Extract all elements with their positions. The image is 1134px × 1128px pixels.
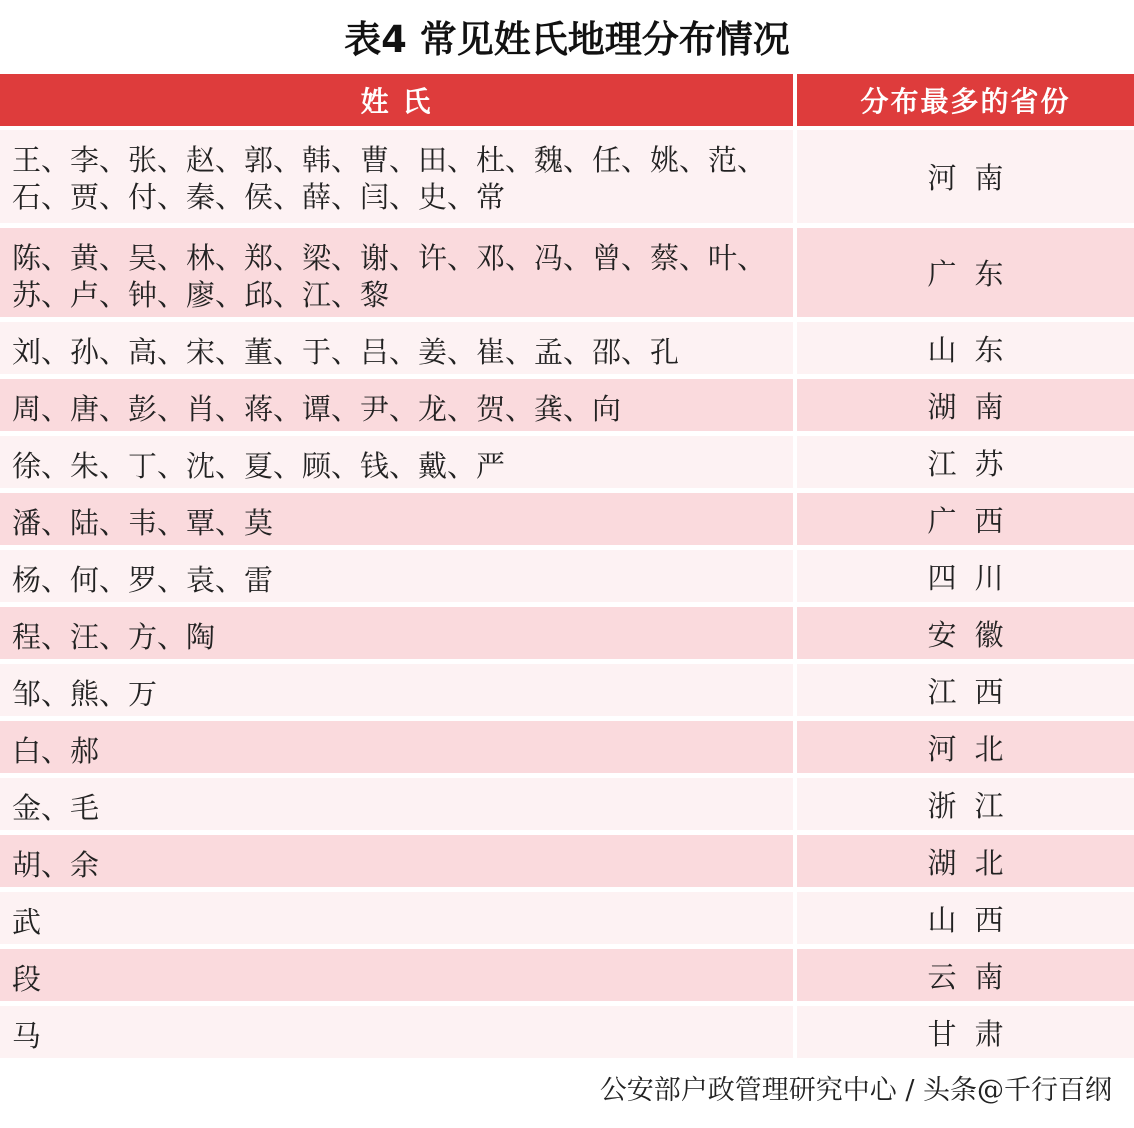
surname-cell: 胡、余 (0, 835, 793, 887)
surname-cell: 金、毛 (0, 778, 793, 830)
surname-cell: 刘、孙、高、宋、董、于、吕、姜、崔、孟、邵、孔 (0, 322, 793, 374)
table-row (0, 436, 1134, 488)
surname-cell: 陈、黄、吴、林、郑、梁、谢、许、邓、冯、曾、蔡、叶、苏、卢、钟、廖、邱、江、黎 (0, 228, 793, 317)
province-cell: 湖南 (797, 379, 1134, 431)
table-row (0, 607, 1134, 659)
table-row (0, 892, 1134, 944)
header-surname: 姓 氏 (0, 74, 793, 126)
table-body (0, 130, 1134, 1063)
surname-cell: 邹、熊、万 (0, 664, 793, 716)
table-row (0, 778, 1134, 830)
province-cell: 河北 (797, 721, 1134, 773)
table-row (0, 664, 1134, 716)
table-row (0, 379, 1134, 431)
province-cell: 山西 (797, 892, 1134, 944)
province-cell: 河南 (797, 130, 1134, 223)
surname-cell: 徐、朱、丁、沈、夏、顾、钱、戴、严 (0, 436, 793, 488)
surname-cell: 潘、陆、韦、覃、莫 (0, 493, 793, 545)
province-cell: 四川 (797, 550, 1134, 602)
surname-cell: 周、唐、彭、肖、蒋、谭、尹、龙、贺、龚、向 (0, 379, 793, 431)
province-cell: 湖北 (797, 835, 1134, 887)
table-row (0, 228, 1134, 317)
table-row (0, 1006, 1134, 1058)
source-credit: 公安部户政管理研究中心 / 头条@千行百纲 (599, 1075, 1112, 1106)
province-cell: 甘肃 (797, 1006, 1134, 1058)
surname-cell: 武 (0, 892, 793, 944)
province-cell: 安徽 (797, 607, 1134, 659)
surname-cell: 马 (0, 1006, 793, 1058)
province-cell: 云南 (797, 949, 1134, 1001)
province-cell: 山东 (797, 322, 1134, 374)
table-row (0, 550, 1134, 602)
province-cell: 江西 (797, 664, 1134, 716)
surname-cell: 王、李、张、赵、郭、韩、曹、田、杜、魏、任、姚、范、石、贾、付、秦、侯、薛、闫、史、常 (0, 130, 793, 223)
surname-cell: 白、郝 (0, 721, 793, 773)
table-row (0, 130, 1134, 223)
table-row (0, 835, 1134, 887)
surname-cell: 程、汪、方、陶 (0, 607, 793, 659)
province-cell: 江苏 (797, 436, 1134, 488)
table-header (0, 74, 1134, 126)
surname-cell: 杨、何、罗、袁、雷 (0, 550, 793, 602)
table-row (0, 721, 1134, 773)
table-title: 表4 常见姓氏地理分布情况 (344, 18, 790, 61)
province-cell: 广西 (797, 493, 1134, 545)
table-row (0, 493, 1134, 545)
province-cell: 广东 (797, 228, 1134, 317)
table-row (0, 322, 1134, 374)
table-row (0, 949, 1134, 1001)
surname-cell: 段 (0, 949, 793, 1001)
header-province: 分布最多的省份 (797, 74, 1134, 126)
province-cell: 浙江 (797, 778, 1134, 830)
